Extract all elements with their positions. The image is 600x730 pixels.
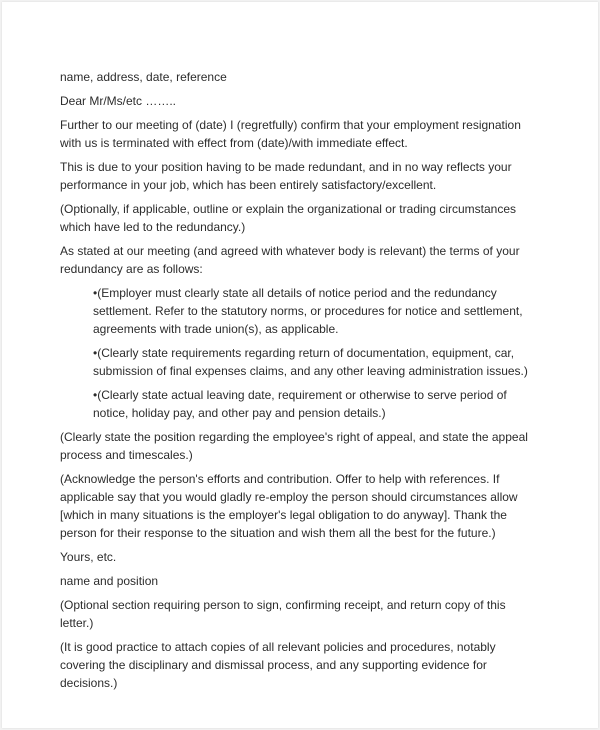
bullet-leaving-date: •(Clearly state actual leaving date, requirement or otherwise to serve period of notice, holiday pay, and other pay and pension details.) — [93, 388, 507, 420]
bullet-notice-settlement: •(Employer must clearly state all details of notice period and the redundancy settlement. Refer to the statutory norms, or procedures for notice and settlement, agreements with trade union(s), as applicable. — [93, 286, 523, 336]
paragraph-confirmation: Further to our meeting of (date) I (regretfully) confirm that your employment resignation with us is terminated with effect from (date)/with immediate effect. — [60, 118, 521, 150]
letter-header: name, address, date, reference — [60, 70, 227, 84]
bullet-return-documentation: •(Clearly state requirements regarding return of documentation, equipment, car, submission of final expenses claims, and any other leaving administration issues.) — [93, 346, 528, 378]
paragraph-acknowledgement: (Acknowledge the person's efforts and contribution. Offer to help with references. If applicable say that you would gladly re-employ the person should circumstances allow [which in many situations is the employer's legal obligation to do anyway]. Thank the person for their response to the situation and wish them all the best for the future.) — [60, 472, 518, 540]
paragraph-appeal: (Clearly state the position regarding the employee's right of appeal, and state the appeal process and timescales.) — [60, 430, 528, 462]
closing: Yours, etc. — [60, 550, 117, 564]
document-page — [2, 2, 598, 728]
paragraph-receipt: (Optional section requiring person to sign, confirming receipt, and return copy of this letter.) — [60, 598, 506, 630]
paragraph-redundancy-reason: This is due to your position having to be made redundant, and in no way reflects your performance in your job, which has been entirely satisfactory/excellent. — [60, 160, 512, 192]
paragraph-circumstances: (Optionally, if applicable, outline or explain the organizational or trading circumstances which have led to the redundancy.) — [60, 202, 517, 234]
paragraph-terms-intro: As stated at our meeting (and agreed with whatever body is relevant) the terms of your redundancy are as follows: — [60, 244, 520, 276]
signature-line: name and position — [60, 574, 159, 588]
paragraph-good-practice: (It is good practice to attach copies of all relevant policies and procedures, notably covering the disciplinary and dismissal process, and any supporting evidence for decisions.) — [60, 640, 496, 690]
letter-body — [60, 68, 530, 698]
salutation: Dear Mr/Ms/etc …….. — [60, 94, 177, 108]
